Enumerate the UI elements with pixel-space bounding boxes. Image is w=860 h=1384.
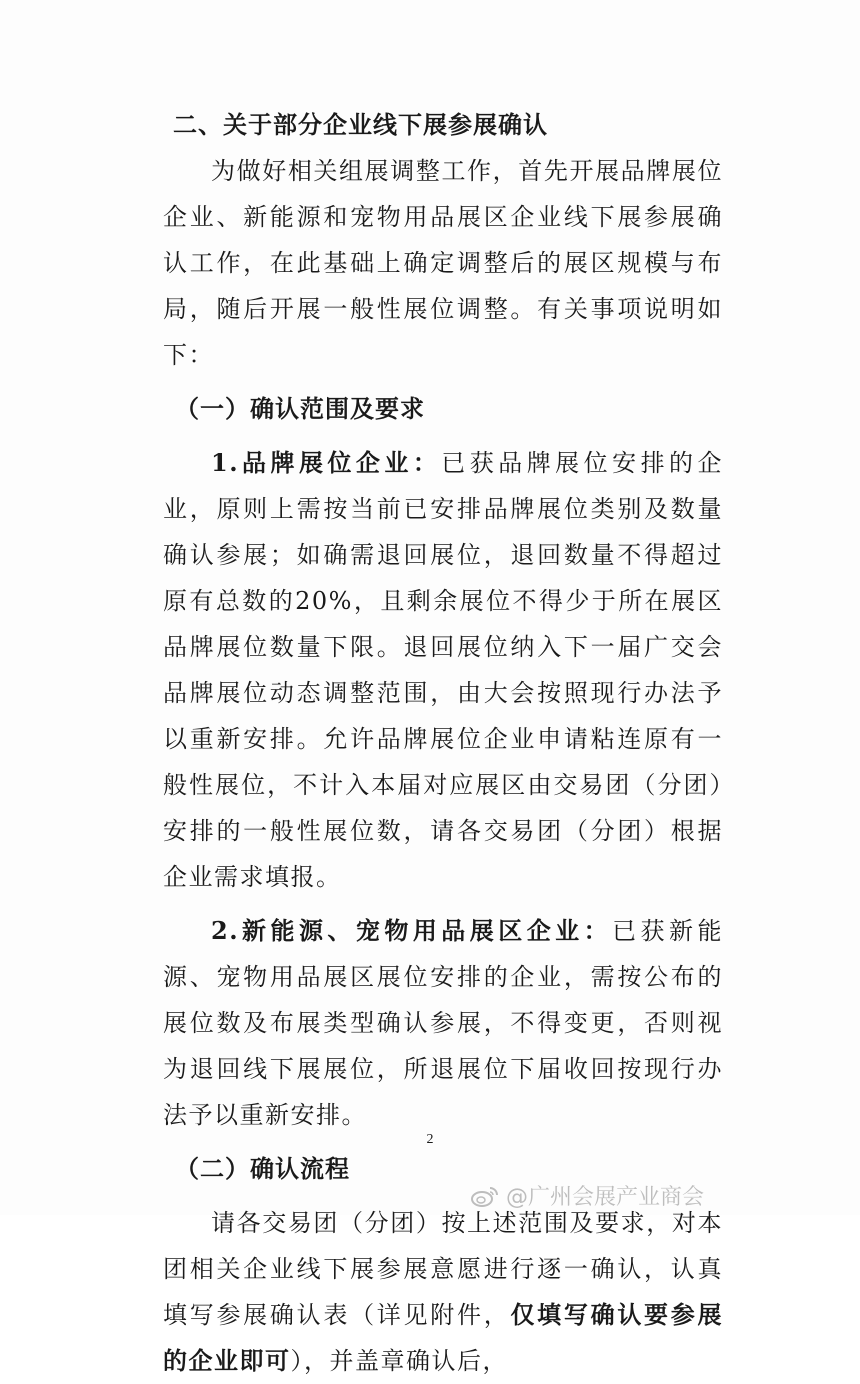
- process-text-end: ），并盖章确认后，: [290, 1347, 508, 1375]
- subsection-1-title: （一）确认范围及要求: [175, 394, 425, 423]
- item-2-paragraph: [163, 908, 723, 1138]
- page-number: 2: [426, 1132, 434, 1147]
- item-1-text: 已获品牌展位安排的企业，原则上需按当前已安排品牌展位类别及数量确认参展；如确需退回展位，退回数量不得超过原有总数的20%，且剩余展位不得少于所在展区品牌展位数量下限。退回展位纳入下一届广交会品牌展位动态调整范围，由大会按照现行办法予以重新安排。允许品牌展位企业申请粘连原有一般性展位，不计入本届对应展区由交易团（分团）安排的一般性展位数，请各交易团（分团）根据企业需求填报。: [163, 449, 723, 891]
- process-text-start: 请各交易团（分团）按上述范围及要求，对本团相关企业线下展参展意愿进行逐一确认，认真填写参展确认表（详见附件，: [163, 1209, 723, 1329]
- item-1-paragraph: [163, 440, 723, 900]
- watermark: [470, 1180, 704, 1211]
- intro-paragraph: 为做好相关组展调整工作，首先开展品牌展位企业、新能源和宠物用品展区企业线下展参展确认工作，在此基础上确定调整后的展区规模与布局，随后开展一般性展位调整。有关事项说明如下：: [163, 157, 723, 369]
- subsection-2-title: （二）确认流程: [175, 1154, 350, 1183]
- process-paragraph: [163, 1200, 723, 1384]
- item-2-lead: 2.新能源、宠物用品展区企业：: [211, 916, 613, 945]
- weibo-icon: [470, 1185, 500, 1207]
- section-heading: 二、关于部分企业线下展参展确认: [173, 110, 548, 139]
- item-1-lead: 1.品牌展位企业：: [211, 448, 442, 477]
- watermark-text: @广州会展产业商会: [506, 1185, 705, 1210]
- item-2-text: 已获新能源、宠物用品展区展位安排的企业，需按公布的展位数及布展类型确认参展，不得变更，否则视为退回线下展展位，所退展位下届收回按现行办法予以重新安排。: [163, 917, 723, 1129]
- process-text-emphasis: 仅填写确认要参展的企业即可: [163, 1300, 724, 1375]
